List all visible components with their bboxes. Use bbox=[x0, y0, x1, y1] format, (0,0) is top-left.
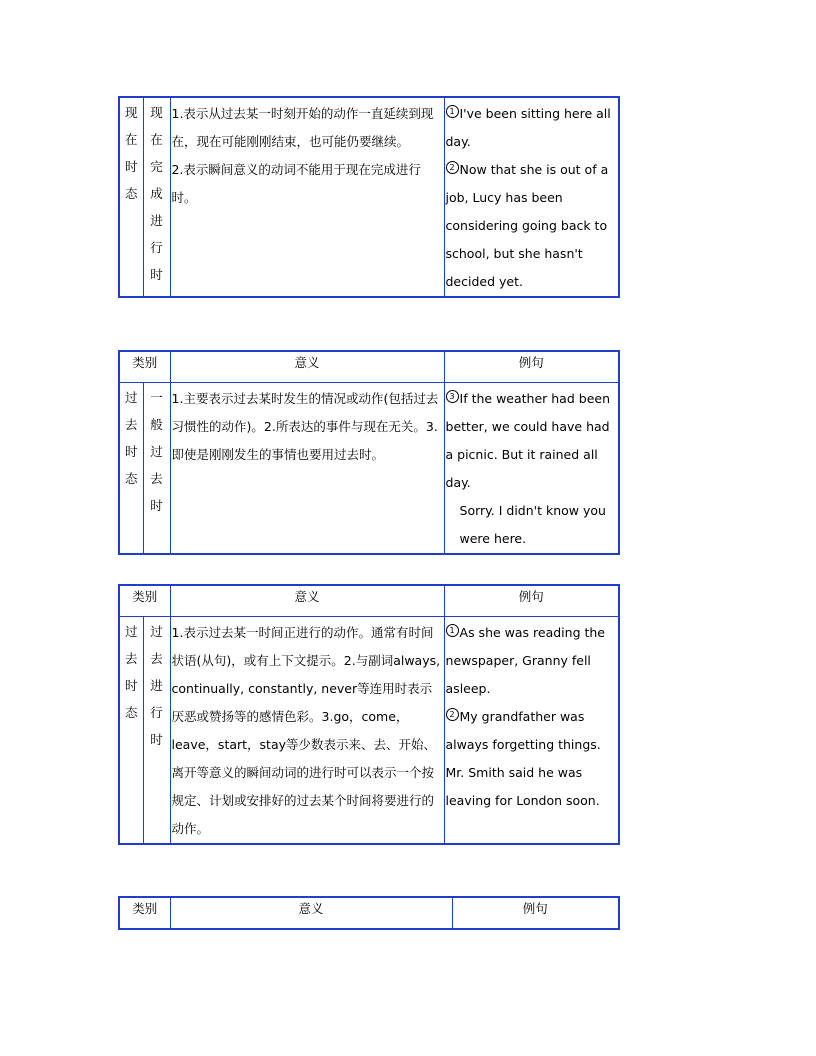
header-category: 类别 bbox=[119, 351, 170, 383]
header-meaning: 意义 bbox=[170, 897, 452, 929]
example-cell bbox=[444, 617, 619, 845]
circled-number-icon: 1 bbox=[446, 624, 459, 637]
category-sub: 一般过去时 bbox=[143, 383, 170, 555]
category-main: 现在时态 bbox=[119, 97, 143, 297]
circled-number-icon: 3 bbox=[446, 390, 459, 403]
example-2: Sorry. I didn't know you were here. bbox=[459, 503, 606, 546]
header-meaning: 意义 bbox=[170, 585, 444, 617]
category-sub: 现在完成进行时 bbox=[143, 97, 170, 297]
circled-number-icon: 2 bbox=[446, 161, 459, 174]
tense-table-present-perfect-continuous bbox=[118, 96, 620, 298]
meaning-cell bbox=[170, 97, 444, 297]
header-category: 类别 bbox=[119, 585, 170, 617]
category-sub: 过去进行时 bbox=[143, 617, 170, 845]
tense-table-header-continued bbox=[118, 896, 620, 930]
meaning-point-2: 2.表示瞬间意义的动词不能用于现在完成进行时。 bbox=[171, 162, 421, 205]
category-main: 过去时态 bbox=[119, 617, 143, 845]
example-2: 2 My grandfather was always forgetting things. bbox=[445, 709, 601, 752]
example-1: 1 As she was reading the newspaper, Granny fell asleep. bbox=[445, 625, 605, 696]
tense-table-simple-past bbox=[118, 350, 620, 555]
example-1: 1 I've been sitting here all day. bbox=[445, 106, 611, 149]
meaning-point-1: 1.表示从过去某一时刻开始的动作一直延续到现在，现在可能刚刚结束，也可能仍要继续。 bbox=[171, 106, 434, 149]
header-category: 类别 bbox=[119, 897, 170, 929]
meaning-cell: 1.表示过去某一时间正进行的动作。通常有时间状语(从句)，或有上下文提示。2.与副词always, continually, constantly, never等连用时表示厌恶或赞扬等的感情色彩。3.go，come，leave，start，stay等少数表示来、去、开始、离开等意义的瞬间动词的进行时可以表示一个按规定、计划或安排好的过去某个时间将要进行的动作。 bbox=[170, 617, 444, 845]
circled-number-icon: 1 bbox=[446, 105, 459, 118]
example-cell bbox=[444, 97, 619, 297]
meaning-cell: 1.主要表示过去某时发生的情况或动作(包括过去习惯性的动作)。2.所表达的事件与现在无关。3.即使是刚刚发生的事情也要用过去时。 bbox=[170, 383, 444, 555]
header-example: 例句 bbox=[452, 897, 619, 929]
example-1: 3 If the weather had been better, we could have had a picnic. But it rained all day. bbox=[445, 391, 610, 490]
tense-table-past-continuous bbox=[118, 584, 620, 845]
example-cell bbox=[444, 383, 619, 555]
header-meaning: 意义 bbox=[170, 351, 444, 383]
category-main: 过去时态 bbox=[119, 383, 143, 555]
example-2: 2 Now that she is out of a job, Lucy has been considering going back to school, but she hasn't decided yet. bbox=[445, 162, 609, 289]
example-3: Mr. Smith said he was leaving for London soon. bbox=[445, 765, 600, 808]
header-example: 例句 bbox=[444, 585, 619, 617]
circled-number-icon: 2 bbox=[446, 708, 459, 721]
header-example: 例句 bbox=[444, 351, 619, 383]
